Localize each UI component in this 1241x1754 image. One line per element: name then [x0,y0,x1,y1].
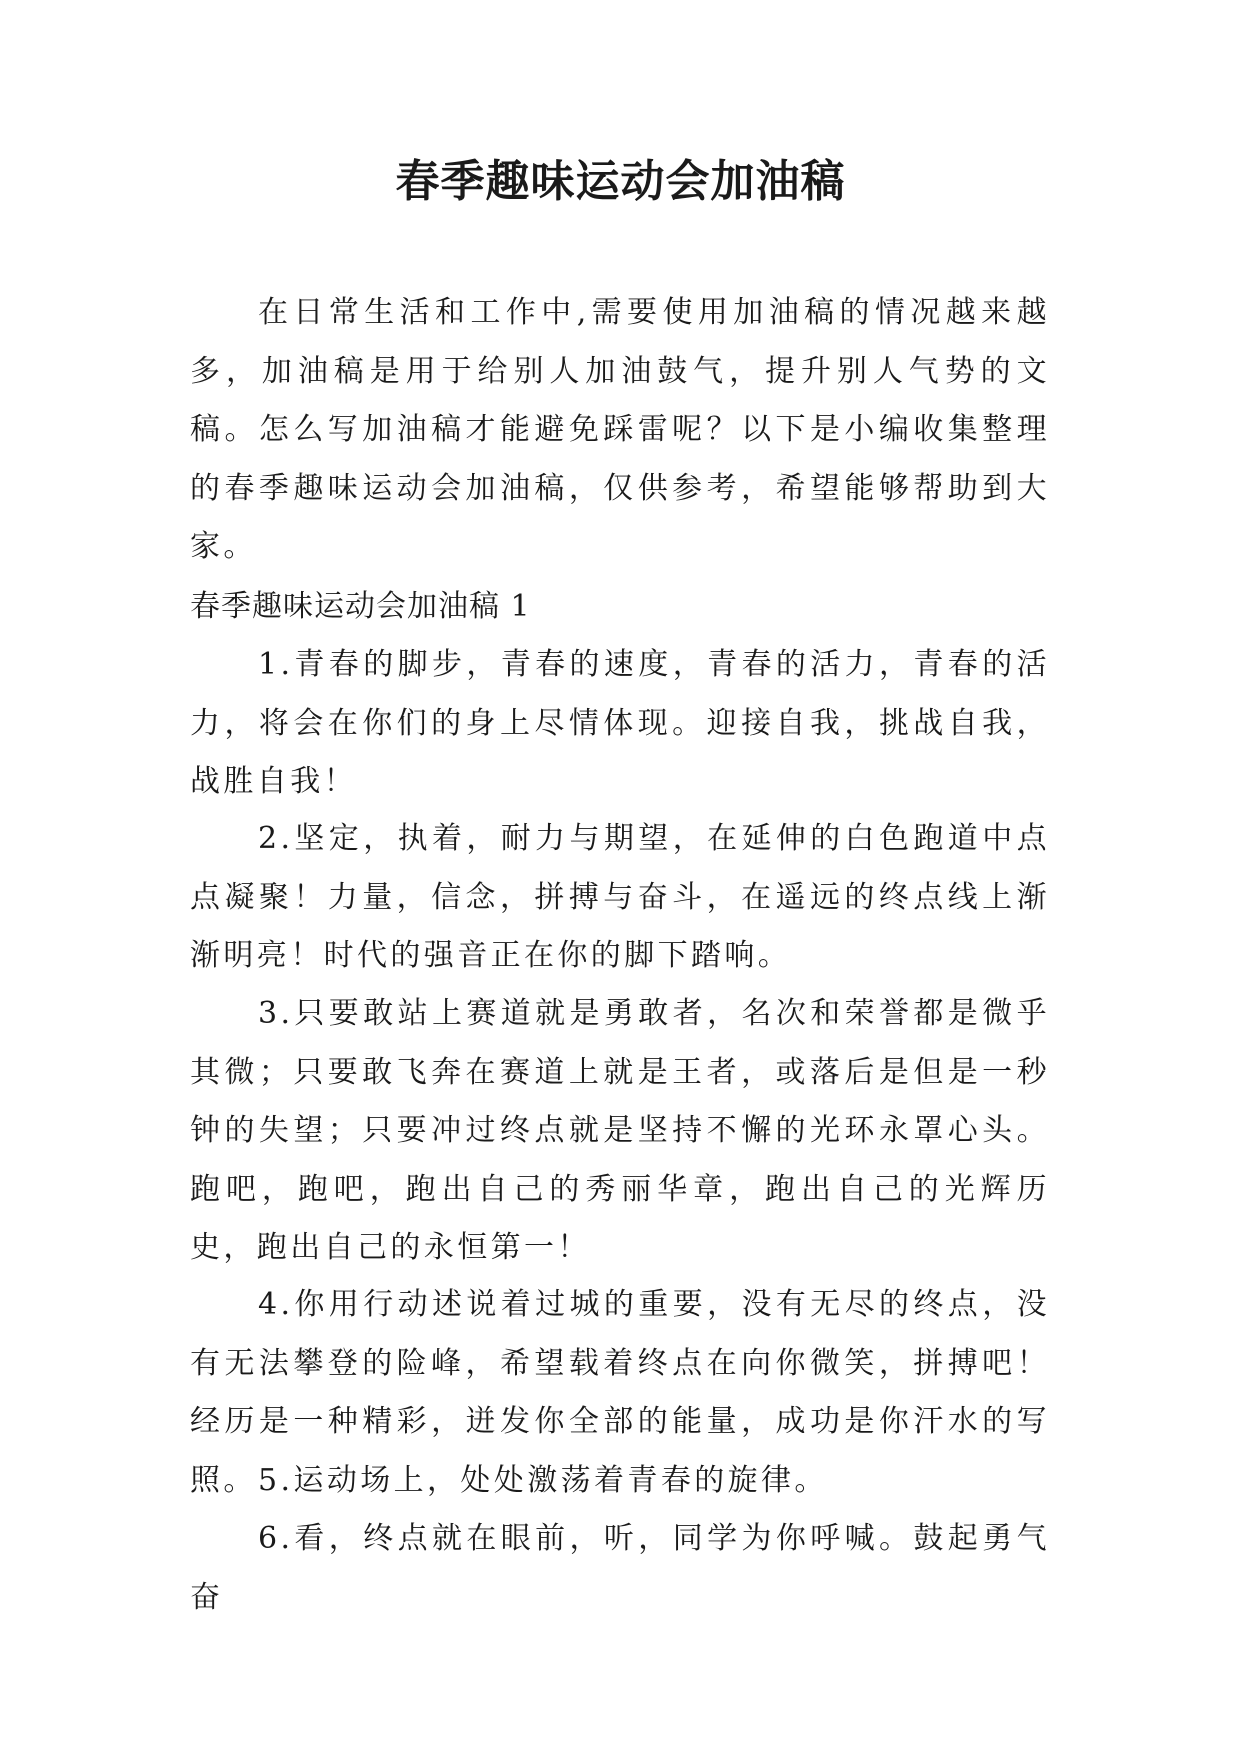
body-paragraph: 4.你用行动述说着过城的重要，没有无尽的终点，没有无法攀登的险峰，希望载着终点在向你微笑，拼搏吧！经历是一种精彩，迸发你全部的能量，成功是你汗水的写照。 [190,1287,1050,1498]
body-paragraph: 5.运动场上，处处激荡着青春的旋律。 [258,1463,828,1498]
body-paragraph: 6.看，终点就在眼前，听，同学为你呼喊。鼓起勇气奋 [190,1521,1050,1615]
document-title: 春季趣味运动会加油稿 [395,156,846,207]
section-heading: 春季趣味运动会加油稿 1 [190,589,531,624]
body-paragraph: 1.青春的脚步，青春的速度，青春的活力，青春的活力，将会在你们的身上尽情体现。迎接自我，挑战自我，战胜自我！ [190,647,1050,799]
body-paragraph: 3.只要敢站上赛道就是勇敢者，名次和荣誉都是微乎其微；只要敢飞奔在赛道上就是王者，或落后是但是一秒钟的失望；只要冲过终点就是坚持不懈的光环永罩心头。跑吧，跑吧，跑出自己的秀丽华章，跑出自己的光辉历史，跑出自己的永恒第一！ [190,996,1050,1265]
intro-paragraph: 在日常生活和工作中,需要使用加油稿的情况越来越多，加油稿是用于给别人加油鼓气，提升别人气势的文稿。怎么写加油稿才能避免踩雷呢？以下是小编收集整理的春季趣味运动会加油稿，仅供参考，希望能够帮助到大家。 [190,295,1050,564]
body-paragraph: 2.坚定，执着，耐力与期望，在延伸的白色跑道中点点凝聚！力量，信念，拼搏与奋斗，在遥远的终点线上渐渐明亮！时代的强音正在你的脚下踏响。 [190,821,1050,973]
